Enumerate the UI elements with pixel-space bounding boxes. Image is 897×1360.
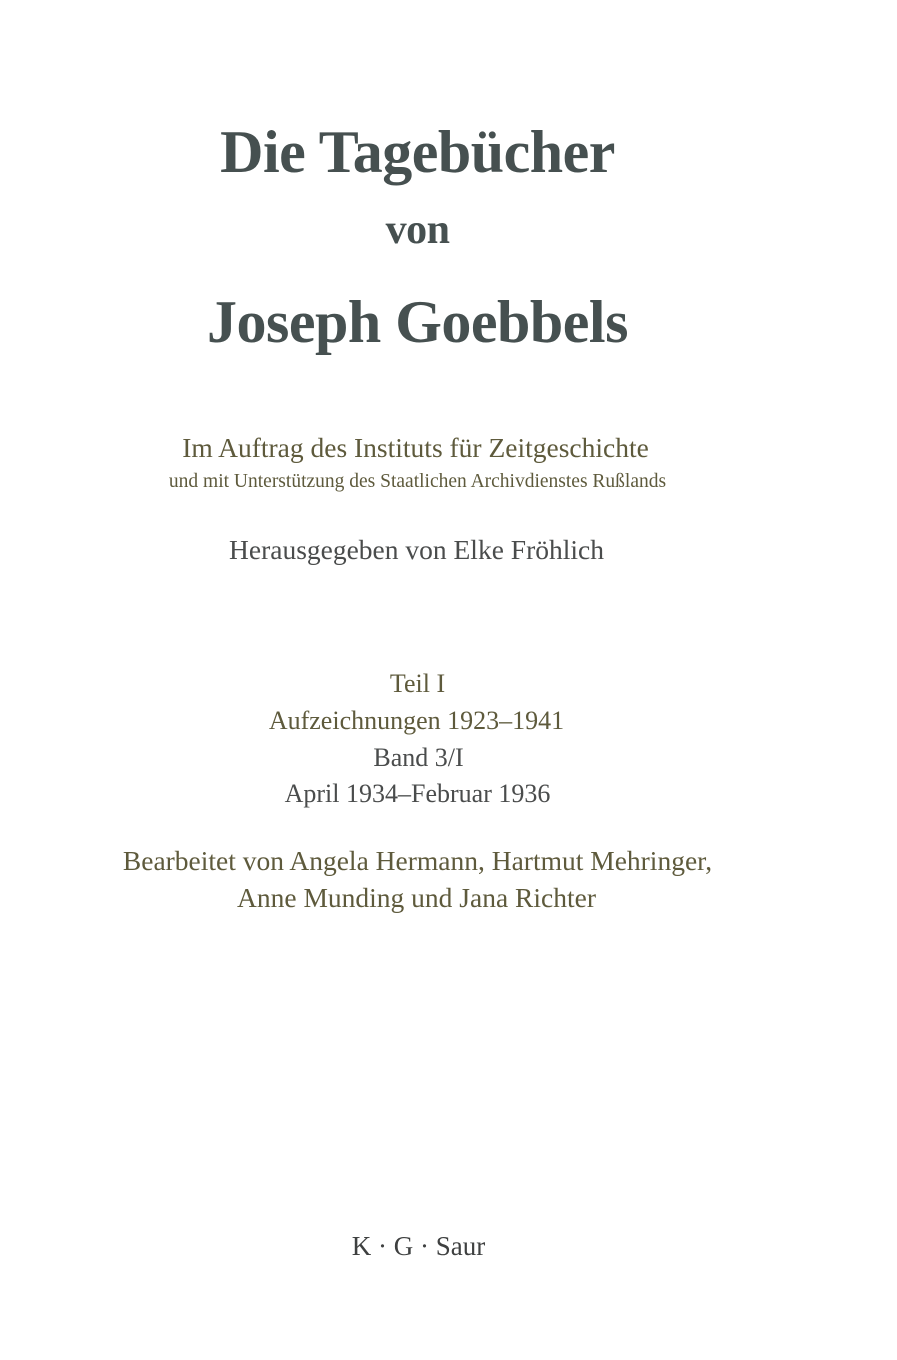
commission-line-2: und mit Unterstützung des Staatlichen Archivdienstes Rußlands [168, 471, 667, 492]
title-line-2: von [385, 207, 450, 253]
volume-period: April 1934–Februar 1936 [284, 779, 551, 808]
volume-part: Teil I [389, 669, 446, 698]
editor-line: Herausgegeben von Elke Fröhlich [229, 534, 604, 565]
title-line-3: Joseph Goebbels [207, 289, 628, 355]
volume-records: Aufzeichnungen 1923–1941 [268, 706, 565, 735]
publisher: K · G · Saur [351, 1231, 486, 1261]
commission-line-1: Im Auftrag des Instituts für Zeitgeschichte [182, 432, 649, 463]
volume-band: Band 3/I [373, 743, 464, 772]
edited-by-line-2: Anne Munding und Jana Richter [237, 882, 596, 913]
edited-by-line-1: Bearbeitet von Angela Hermann, Hartmut Mehringer, [122, 845, 713, 876]
title-line-1: Die Tagebücher [220, 119, 615, 185]
